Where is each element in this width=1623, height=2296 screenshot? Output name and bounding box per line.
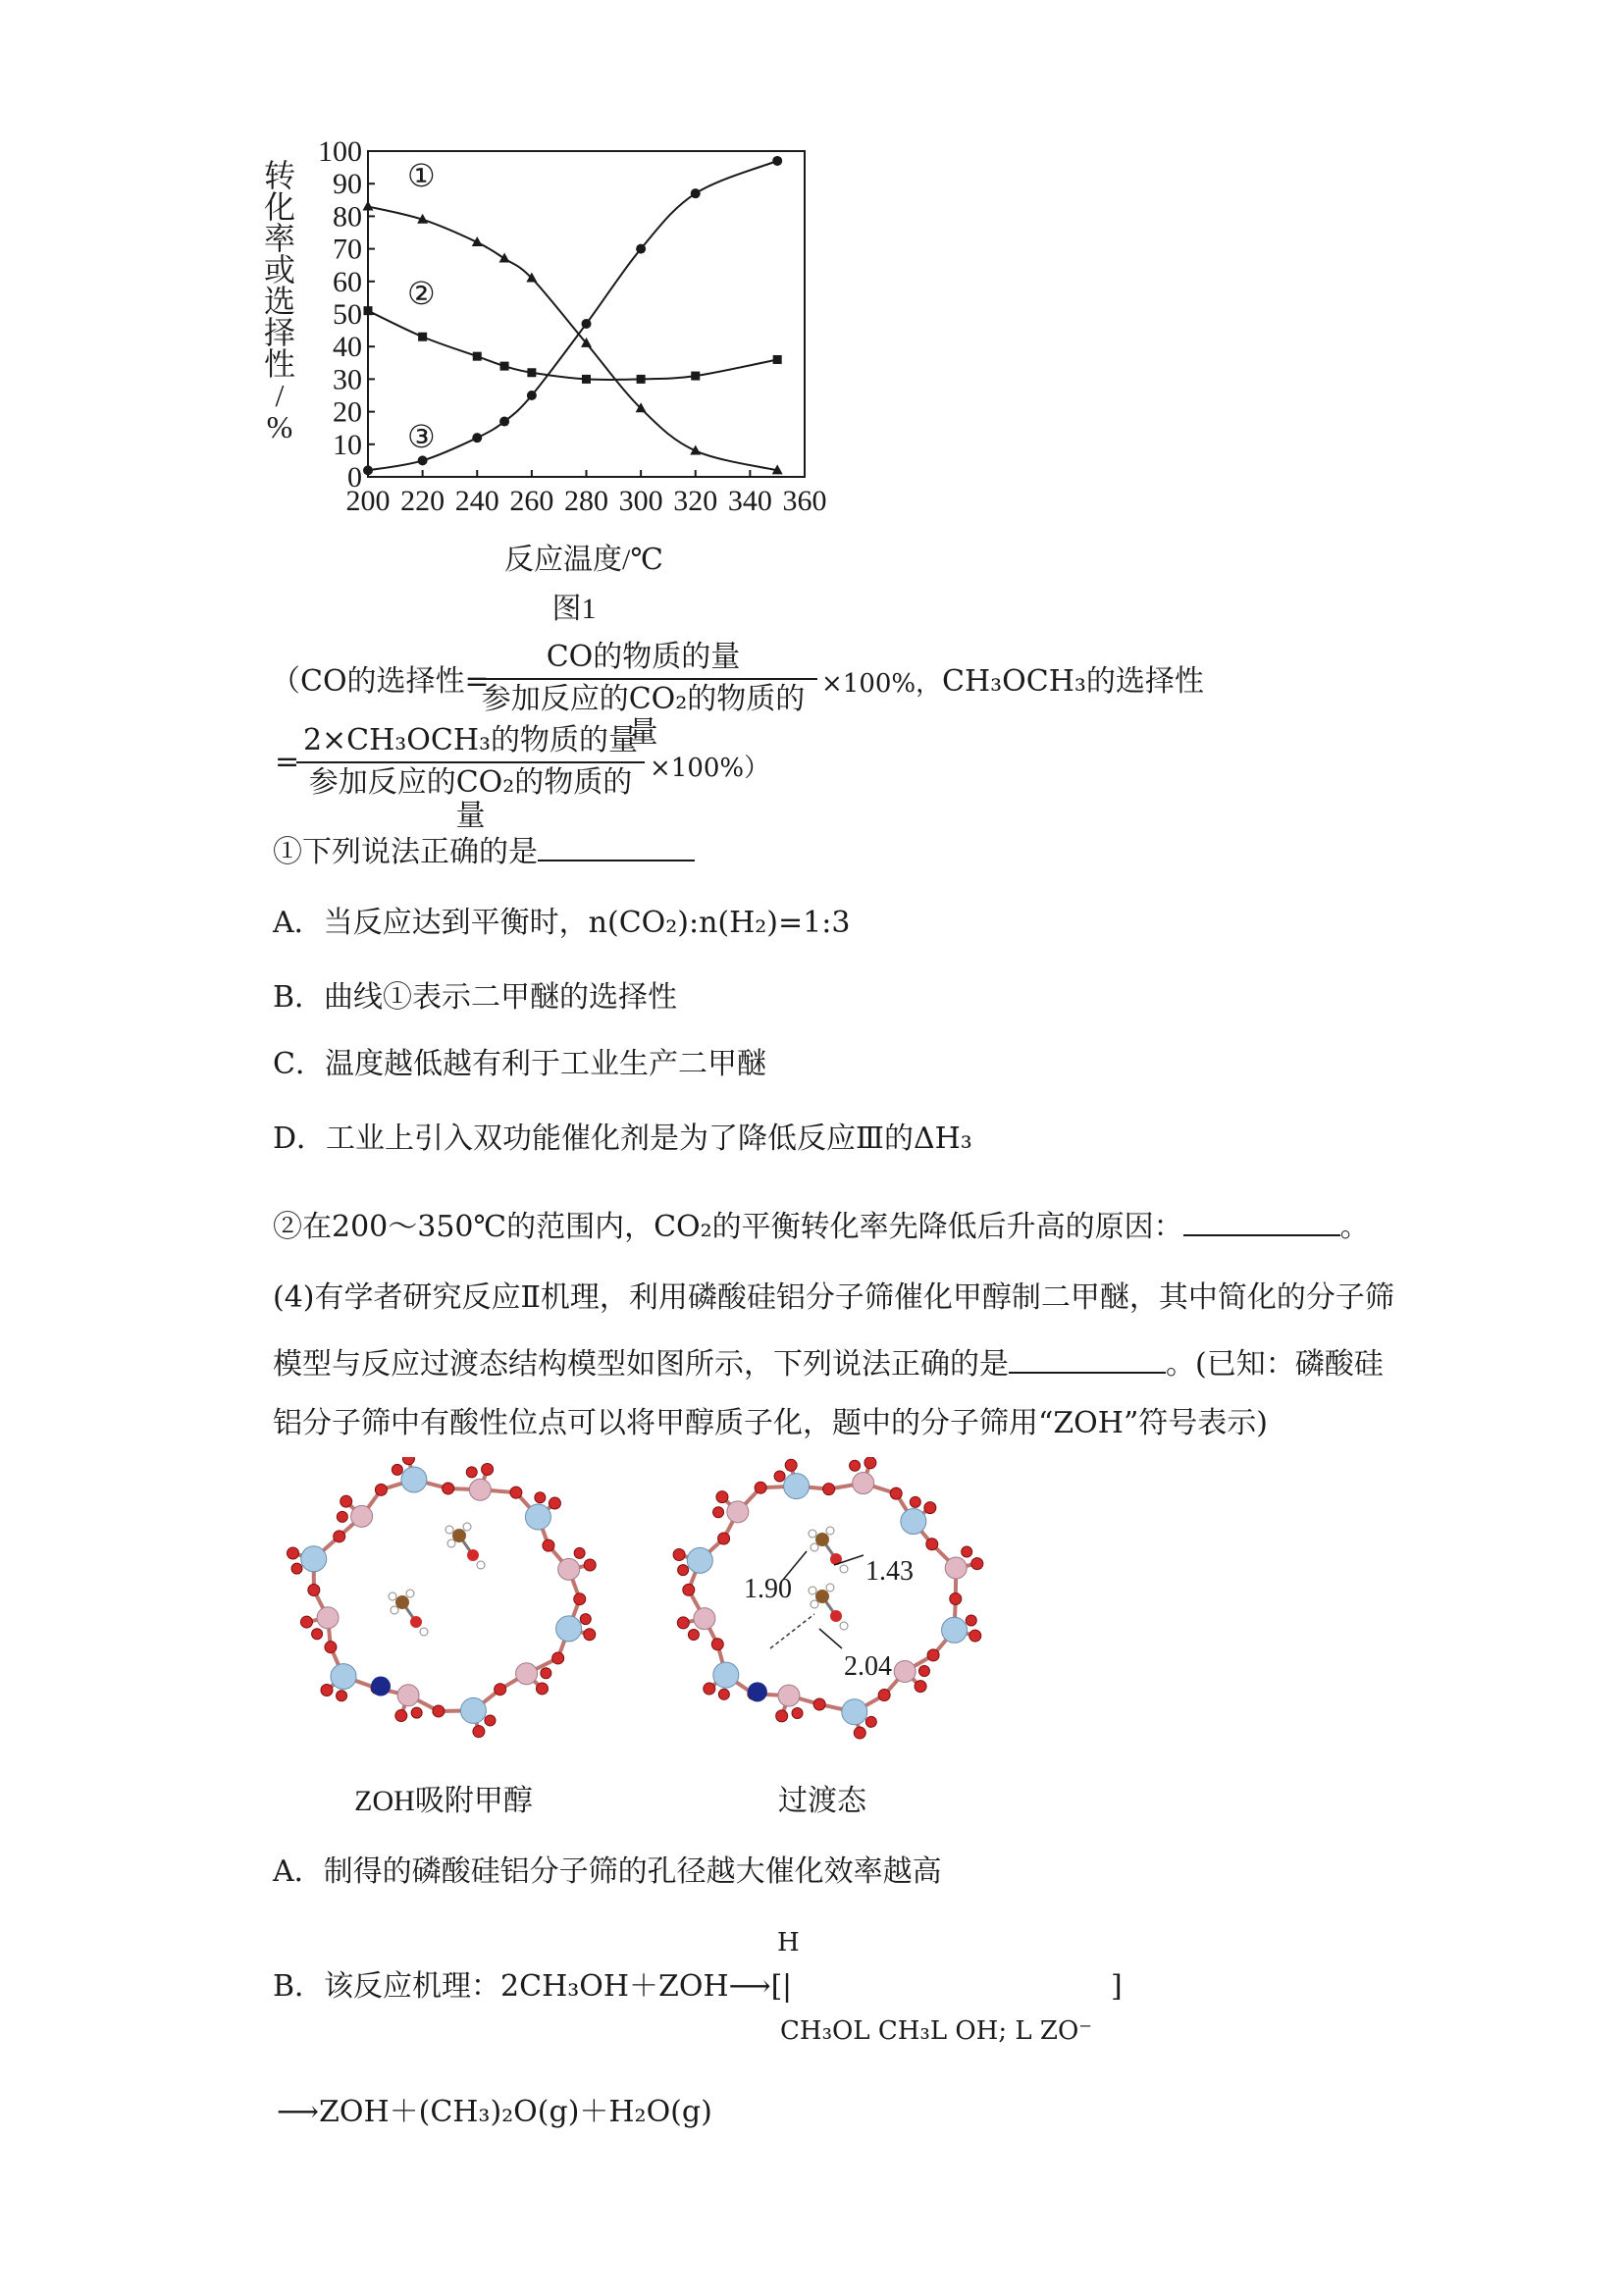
circle-point bbox=[582, 319, 592, 329]
answer-blank-2[interactable] bbox=[1183, 1209, 1340, 1236]
oxygen-atom bbox=[716, 1491, 728, 1503]
oxygen-atom bbox=[552, 1652, 564, 1664]
x-tick-label: 260 bbox=[509, 485, 554, 517]
aluminium-atom bbox=[942, 1617, 968, 1643]
aluminium-atom bbox=[687, 1547, 712, 1573]
y-tick-label: 10 bbox=[333, 428, 362, 461]
series-line-2 bbox=[368, 311, 777, 380]
y-tick-label: 70 bbox=[333, 233, 362, 266]
chart-caption: 图1 bbox=[551, 593, 597, 625]
aluminium-atom bbox=[713, 1662, 739, 1688]
phosphorus-atom bbox=[853, 1473, 874, 1494]
circle-point bbox=[691, 188, 701, 198]
oxygen-atom bbox=[291, 1563, 302, 1574]
question-4-line1: (4)有学者研究反应Ⅱ机理，利用磷酸硅铝分子筛催化甲醇制二甲醚，其中简化的分子筛 bbox=[273, 1280, 1394, 1315]
oxygen-atom bbox=[337, 1511, 347, 1522]
def2-label: CH₃OCH₃的选择性 bbox=[942, 664, 1204, 699]
leader-line bbox=[819, 1629, 842, 1648]
oxygen-atom bbox=[411, 1707, 422, 1718]
oxygen-atom bbox=[683, 1584, 695, 1595]
aluminium-atom bbox=[301, 1546, 327, 1572]
aluminium-atom bbox=[556, 1616, 582, 1642]
dme-frac-den: 参加反应的CO₂的物质的量 bbox=[308, 764, 633, 833]
def1-tail: ×100%， bbox=[821, 669, 942, 699]
oxygen-atom bbox=[334, 1531, 345, 1542]
oxygen-atom bbox=[410, 1616, 422, 1628]
oxygen-atom bbox=[850, 1460, 861, 1471]
hydrogen-atom bbox=[391, 1606, 398, 1614]
co-frac-num: CO的物质的量 bbox=[546, 640, 741, 674]
hydrogen-atom bbox=[406, 1590, 414, 1597]
oxygen-atom bbox=[713, 1507, 724, 1518]
bond-length-2-04: 2.04 bbox=[844, 1651, 892, 1682]
phosphorus-atom bbox=[894, 1660, 916, 1682]
y-tick-label: 60 bbox=[333, 265, 362, 298]
option-a: A．当反应达到平衡时，n(CO₂):n(H₂)=1:3 bbox=[273, 906, 851, 940]
hydrogen-atom bbox=[840, 1565, 848, 1573]
phosphorus-atom bbox=[317, 1607, 339, 1629]
oxygen-atom bbox=[495, 1684, 506, 1696]
oxygen-atom bbox=[926, 1539, 938, 1550]
option-b: B．曲线①表示二甲醚的选择性 bbox=[273, 980, 678, 1015]
oxygen-atom bbox=[337, 1691, 347, 1701]
hydrogen-atom bbox=[826, 1527, 834, 1535]
circle-point bbox=[527, 391, 537, 400]
oxygen-atom bbox=[830, 1610, 842, 1622]
y-tick-label: 20 bbox=[333, 395, 362, 429]
circle-point bbox=[772, 156, 782, 166]
q4-option-b-bond: | bbox=[782, 1969, 793, 2004]
oxygen-atom bbox=[392, 1464, 402, 1475]
right-model-caption: 过渡态 bbox=[778, 1785, 866, 1817]
hydrogen-atom bbox=[447, 1539, 455, 1547]
hydrogen-bond bbox=[770, 1614, 814, 1648]
aluminium-atom bbox=[842, 1699, 867, 1725]
oxygen-atom bbox=[288, 1547, 299, 1559]
oxygen-atom bbox=[325, 1642, 337, 1653]
question-2: ②在200～350℃的范围内，CO₂的平衡转化率先降低后升高的原因： 。 bbox=[273, 1210, 1370, 1244]
x-axis-label: 反应温度/℃ bbox=[504, 544, 663, 576]
oxygen-atom bbox=[971, 1558, 983, 1570]
square-point bbox=[637, 375, 646, 384]
transition-state-model bbox=[673, 1457, 983, 1739]
x-tick-label: 340 bbox=[727, 485, 772, 517]
x-tick-label: 300 bbox=[618, 485, 663, 517]
oxygen-atom bbox=[485, 1715, 496, 1726]
aluminium-atom bbox=[525, 1504, 550, 1530]
phosphorus-atom bbox=[778, 1685, 800, 1706]
oxygen-atom bbox=[678, 1565, 689, 1576]
y-tick-label: 30 bbox=[333, 363, 362, 396]
circle-point bbox=[363, 465, 373, 475]
oxygen-atom bbox=[535, 1492, 546, 1503]
oxygen-atom bbox=[510, 1487, 522, 1498]
oxygen-atom bbox=[918, 1666, 929, 1677]
hydrogen-atom bbox=[809, 1587, 816, 1594]
circle-point bbox=[472, 433, 482, 443]
x-tick-label: 280 bbox=[564, 485, 608, 517]
square-point bbox=[691, 372, 700, 381]
def2-tail: ×100%） bbox=[650, 754, 770, 783]
question-4-line3: 铝分子筛中有酸性位点可以将甲醇质子化，题中的分子筛用“ZOH”符号表示) bbox=[273, 1406, 1268, 1440]
oxygen-atom bbox=[467, 1549, 479, 1561]
aluminium-atom bbox=[901, 1509, 926, 1535]
square-point bbox=[500, 362, 509, 371]
square-point bbox=[527, 368, 536, 377]
triangle-point bbox=[499, 253, 510, 263]
option-d: D．工业上引入双功能催化剂是为了降低反应Ⅲ的ΔH₃ bbox=[273, 1122, 972, 1156]
oxygen-atom bbox=[854, 1727, 865, 1739]
aluminium-atom bbox=[460, 1697, 486, 1723]
oxygen-atom bbox=[950, 1593, 962, 1605]
oxygen-atom bbox=[433, 1705, 445, 1717]
oxygen-atom bbox=[864, 1457, 876, 1469]
aluminium-atom bbox=[401, 1467, 427, 1492]
figure-1-chart bbox=[255, 137, 864, 628]
phosphorus-atom bbox=[351, 1505, 373, 1527]
circle-point bbox=[418, 455, 428, 465]
oxygen-atom bbox=[813, 1698, 825, 1710]
dme-selectivity-fraction bbox=[296, 724, 645, 834]
aluminium-atom bbox=[784, 1474, 810, 1499]
x-tick-label: 320 bbox=[673, 485, 718, 517]
y-tick-label: 90 bbox=[333, 168, 362, 201]
hydrogen-atom bbox=[477, 1561, 485, 1569]
oxygen-atom bbox=[823, 1484, 835, 1495]
y-tick-label: 0 bbox=[347, 461, 362, 494]
oxygen-atom bbox=[718, 1689, 729, 1699]
oxygen-atom bbox=[584, 1629, 596, 1641]
oxygen-atom bbox=[718, 1533, 730, 1544]
zoh-adsorbed-methanol-model bbox=[288, 1457, 597, 1738]
oxygen-atom bbox=[541, 1668, 551, 1679]
def2-eq: = bbox=[275, 745, 300, 779]
hydrogen-atom bbox=[389, 1592, 396, 1600]
question-4-line2: 模型与反应过渡态结构模型如图所示，下列说法正确的是 。(已知：磷酸硅 bbox=[273, 1347, 1384, 1382]
hydrogen-atom bbox=[811, 1543, 818, 1551]
oxygen-atom bbox=[536, 1683, 548, 1695]
series-label-3: ③ bbox=[407, 419, 436, 454]
triangle-point bbox=[363, 200, 374, 210]
square-point bbox=[364, 306, 373, 315]
oxygen-atom bbox=[792, 1707, 803, 1718]
phosphorus-atom bbox=[727, 1501, 749, 1523]
oxygen-atom bbox=[915, 1681, 926, 1693]
phosphorus-atom bbox=[694, 1608, 715, 1630]
x-tick-label: 200 bbox=[345, 485, 391, 517]
square-point bbox=[582, 375, 591, 384]
oxygen-atom bbox=[704, 1683, 715, 1695]
oxygen-atom bbox=[340, 1495, 352, 1507]
x-tick-label: 360 bbox=[782, 485, 827, 517]
y-tick-label: 40 bbox=[333, 331, 362, 364]
aluminium-atom bbox=[331, 1664, 356, 1690]
acid-site-atom bbox=[748, 1682, 767, 1701]
series-label-2: ② bbox=[407, 276, 436, 311]
oxygen-atom bbox=[969, 1630, 981, 1642]
oxygen-atom bbox=[924, 1502, 936, 1514]
oxygen-atom bbox=[312, 1629, 323, 1640]
oxygen-atom bbox=[755, 1482, 766, 1493]
phosphorus-atom bbox=[945, 1557, 967, 1579]
oxygen-atom bbox=[785, 1459, 797, 1471]
oxygen-atom bbox=[673, 1549, 685, 1561]
square-point bbox=[418, 333, 427, 341]
hydrogen-atom bbox=[826, 1584, 834, 1592]
q4-option-b-inner: CH₃OL CH₃L OH; L ZO⁻ bbox=[780, 2016, 1093, 2046]
oxygen-atom bbox=[443, 1483, 454, 1494]
phosphorus-atom bbox=[397, 1685, 419, 1706]
left-model-caption: ZOH吸附甲醇 bbox=[354, 1785, 533, 1817]
oxygen-atom bbox=[574, 1593, 586, 1605]
phosphorus-atom bbox=[469, 1479, 491, 1500]
oxygen-atom bbox=[300, 1616, 312, 1628]
hydrogen-atom bbox=[811, 1600, 818, 1608]
option-c: C．温度越低越有利于工业生产二甲醚 bbox=[273, 1047, 766, 1081]
y-tick-label: 50 bbox=[333, 298, 362, 331]
oxygen-atom bbox=[966, 1615, 976, 1626]
dme-frac-num: 2×CH₃OCH₃的物质的量 bbox=[302, 723, 639, 757]
oxygen-atom bbox=[466, 1467, 477, 1478]
oxygen-atom bbox=[962, 1546, 972, 1557]
def-open: （CO的选择性= bbox=[271, 664, 490, 699]
oxygen-atom bbox=[580, 1614, 591, 1625]
question-1: ①下列说法正确的是 bbox=[273, 834, 695, 867]
hydrogen-atom bbox=[445, 1526, 453, 1534]
q4-option-a: A．制得的磷酸硅铝分子筛的孔径越大催化效率越高 bbox=[273, 1854, 942, 1889]
oxygen-atom bbox=[776, 1710, 788, 1722]
square-point bbox=[773, 355, 782, 364]
oxygen-atom bbox=[878, 1690, 890, 1701]
oxygen-atom bbox=[574, 1547, 585, 1558]
circle-point bbox=[499, 417, 509, 427]
acid-site-atom bbox=[371, 1677, 391, 1696]
x-tick-label: 220 bbox=[400, 485, 445, 517]
oxygen-atom bbox=[927, 1649, 939, 1661]
hydrogen-atom bbox=[420, 1628, 428, 1636]
oxygen-atom bbox=[711, 1639, 723, 1650]
oxygen-atom bbox=[402, 1457, 414, 1465]
oxygen-atom bbox=[308, 1585, 320, 1596]
oxygen-atom bbox=[543, 1539, 554, 1551]
y-tick-label: 80 bbox=[333, 200, 362, 234]
oxygen-atom bbox=[865, 1716, 876, 1727]
answer-blank-4[interactable] bbox=[1009, 1346, 1166, 1374]
x-tick-label: 240 bbox=[454, 485, 499, 517]
hydrogen-atom bbox=[840, 1622, 848, 1630]
q4-option-b-h: H bbox=[777, 1928, 800, 1957]
molecular-sieve-figure bbox=[265, 1457, 1011, 1830]
oxygen-atom bbox=[473, 1726, 485, 1738]
answer-blank-1[interactable] bbox=[538, 834, 695, 861]
q4-option-b-head: B．该反应机理：2CH₃OH＋ZOH⟶[ bbox=[273, 1969, 783, 2004]
y-tick-label: 100 bbox=[318, 137, 362, 168]
co-frac-den: 参加反应的CO₂的物质的量 bbox=[481, 681, 806, 750]
oxygen-atom bbox=[321, 1685, 333, 1696]
oxygen-atom bbox=[482, 1463, 494, 1475]
oxygen-atom bbox=[677, 1617, 689, 1629]
oxygen-atom bbox=[688, 1630, 699, 1641]
phosphorus-atom bbox=[558, 1558, 580, 1580]
q4-option-b-bracket: ] bbox=[1111, 1969, 1123, 2004]
bond-length-1-43: 1.43 bbox=[865, 1556, 914, 1587]
y-axis-label: 转化率或选择性/ % bbox=[263, 158, 296, 444]
circle-point bbox=[636, 244, 646, 254]
oxygen-atom bbox=[584, 1559, 596, 1571]
oxygen-atom bbox=[375, 1484, 387, 1495]
oxygen-atom bbox=[774, 1471, 785, 1482]
oxygen-atom bbox=[549, 1497, 560, 1509]
bond-length-1-90: 1.90 bbox=[744, 1574, 792, 1604]
square-point bbox=[473, 352, 482, 361]
hydrogen-atom bbox=[463, 1523, 471, 1531]
oxygen-atom bbox=[395, 1710, 407, 1722]
q4-option-b-tail: ⟶ZOH＋(CH₃)₂O(g)＋H₂O(g) bbox=[277, 2095, 712, 2129]
hydrogen-atom bbox=[809, 1530, 816, 1538]
oxygen-atom bbox=[890, 1487, 902, 1499]
phosphorus-atom bbox=[516, 1663, 538, 1685]
oxygen-atom bbox=[910, 1496, 920, 1507]
series-label-1: ① bbox=[407, 158, 436, 193]
